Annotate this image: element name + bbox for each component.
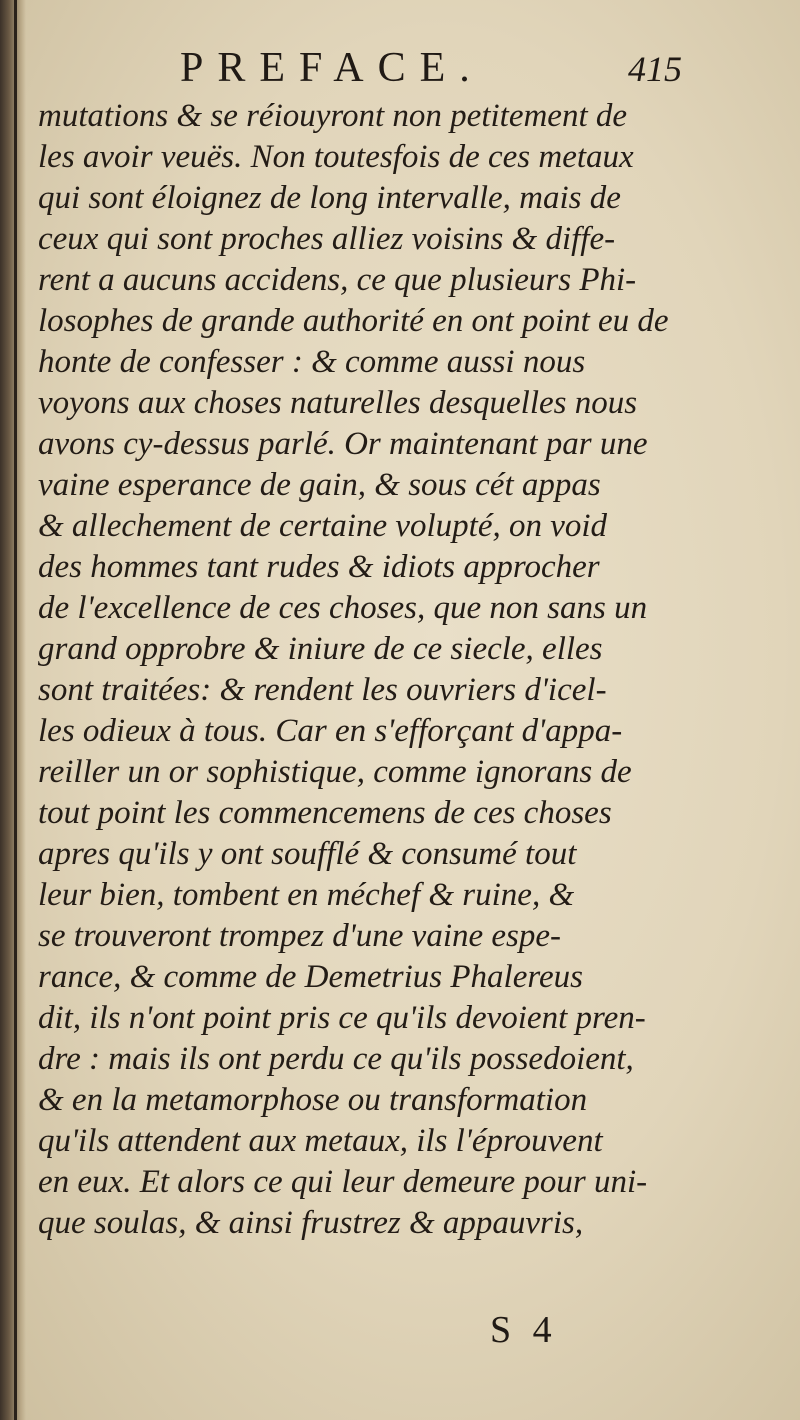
text-line: des hommes tant rudes & idiots approcher [38, 549, 600, 585]
text-line: leur bien, tombent en méchef & ruine, & [38, 877, 575, 913]
running-title: PREFACE. [180, 45, 484, 91]
text-line: les avoir veuës. Non toutesfois de ces metaux [38, 139, 634, 175]
page-edge-line [14, 0, 17, 1420]
text-line: rent a aucuns accidens, ce que plusieurs Phi- [38, 262, 637, 298]
text-line: mutations & se réiouyront non petitement de [38, 98, 628, 134]
text-line: & en la metamorphose ou transformation [38, 1082, 588, 1118]
signature-mark: S 4 [490, 1309, 558, 1351]
page-number: 415 [628, 49, 682, 89]
text-line: ceux qui sont proches alliez voisins & diffe- [38, 221, 616, 257]
text-line: losophes de grande authorité en ont point eu de [38, 303, 669, 339]
text-line: les odieux à tous. Car en s'efforçant d'appa- [38, 713, 623, 749]
text-line: reiller un or sophistique, comme ignorans de [38, 754, 632, 790]
text-line: de l'excellence de ces choses, que non sans un [38, 590, 648, 626]
body-text [38, 96, 728, 1244]
text-line: qu'ils attendent aux metaux, ils l'éprouvent [38, 1123, 603, 1159]
text-line: qui sont éloignez de long intervalle, mais de [38, 180, 621, 216]
text-line: tout point les commencemens de ces choses [38, 795, 612, 831]
page-header [40, 40, 760, 100]
text-line: que soulas, & ainsi frustrez & appauvris, [38, 1205, 584, 1241]
text-line: dre : mais ils ont perdu ce qu'ils possedoient, [38, 1041, 634, 1077]
text-line: voyons aux choses naturelles desquelles nous [38, 385, 638, 421]
text-line: grand opprobre & iniure de ce siecle, elles [38, 631, 603, 667]
text-line: avons cy-dessus parlé. Or maintenant par une [38, 426, 648, 462]
binding-gutter [0, 0, 26, 1420]
text-line: sont traitées: & rendent les ouvriers d'icel- [38, 672, 607, 708]
text-line: apres qu'ils y ont soufflé & consumé tout [38, 836, 577, 872]
text-line: dit, ils n'ont point pris ce qu'ils devoient pren- [38, 1000, 646, 1036]
text-line: & allechement de certaine volupté, on void [38, 508, 608, 544]
text-line: honte de confesser : & comme aussi nous [38, 344, 586, 380]
text-line: se trouveront trompez d'une vaine espe- [38, 918, 562, 954]
text-line: vaine esperance de gain, & sous cét appas [38, 467, 601, 503]
text-line: rance, & comme de Demetrius Phalereus [38, 959, 583, 995]
text-line: en eux. Et alors ce qui leur demeure pour uni- [38, 1164, 648, 1200]
